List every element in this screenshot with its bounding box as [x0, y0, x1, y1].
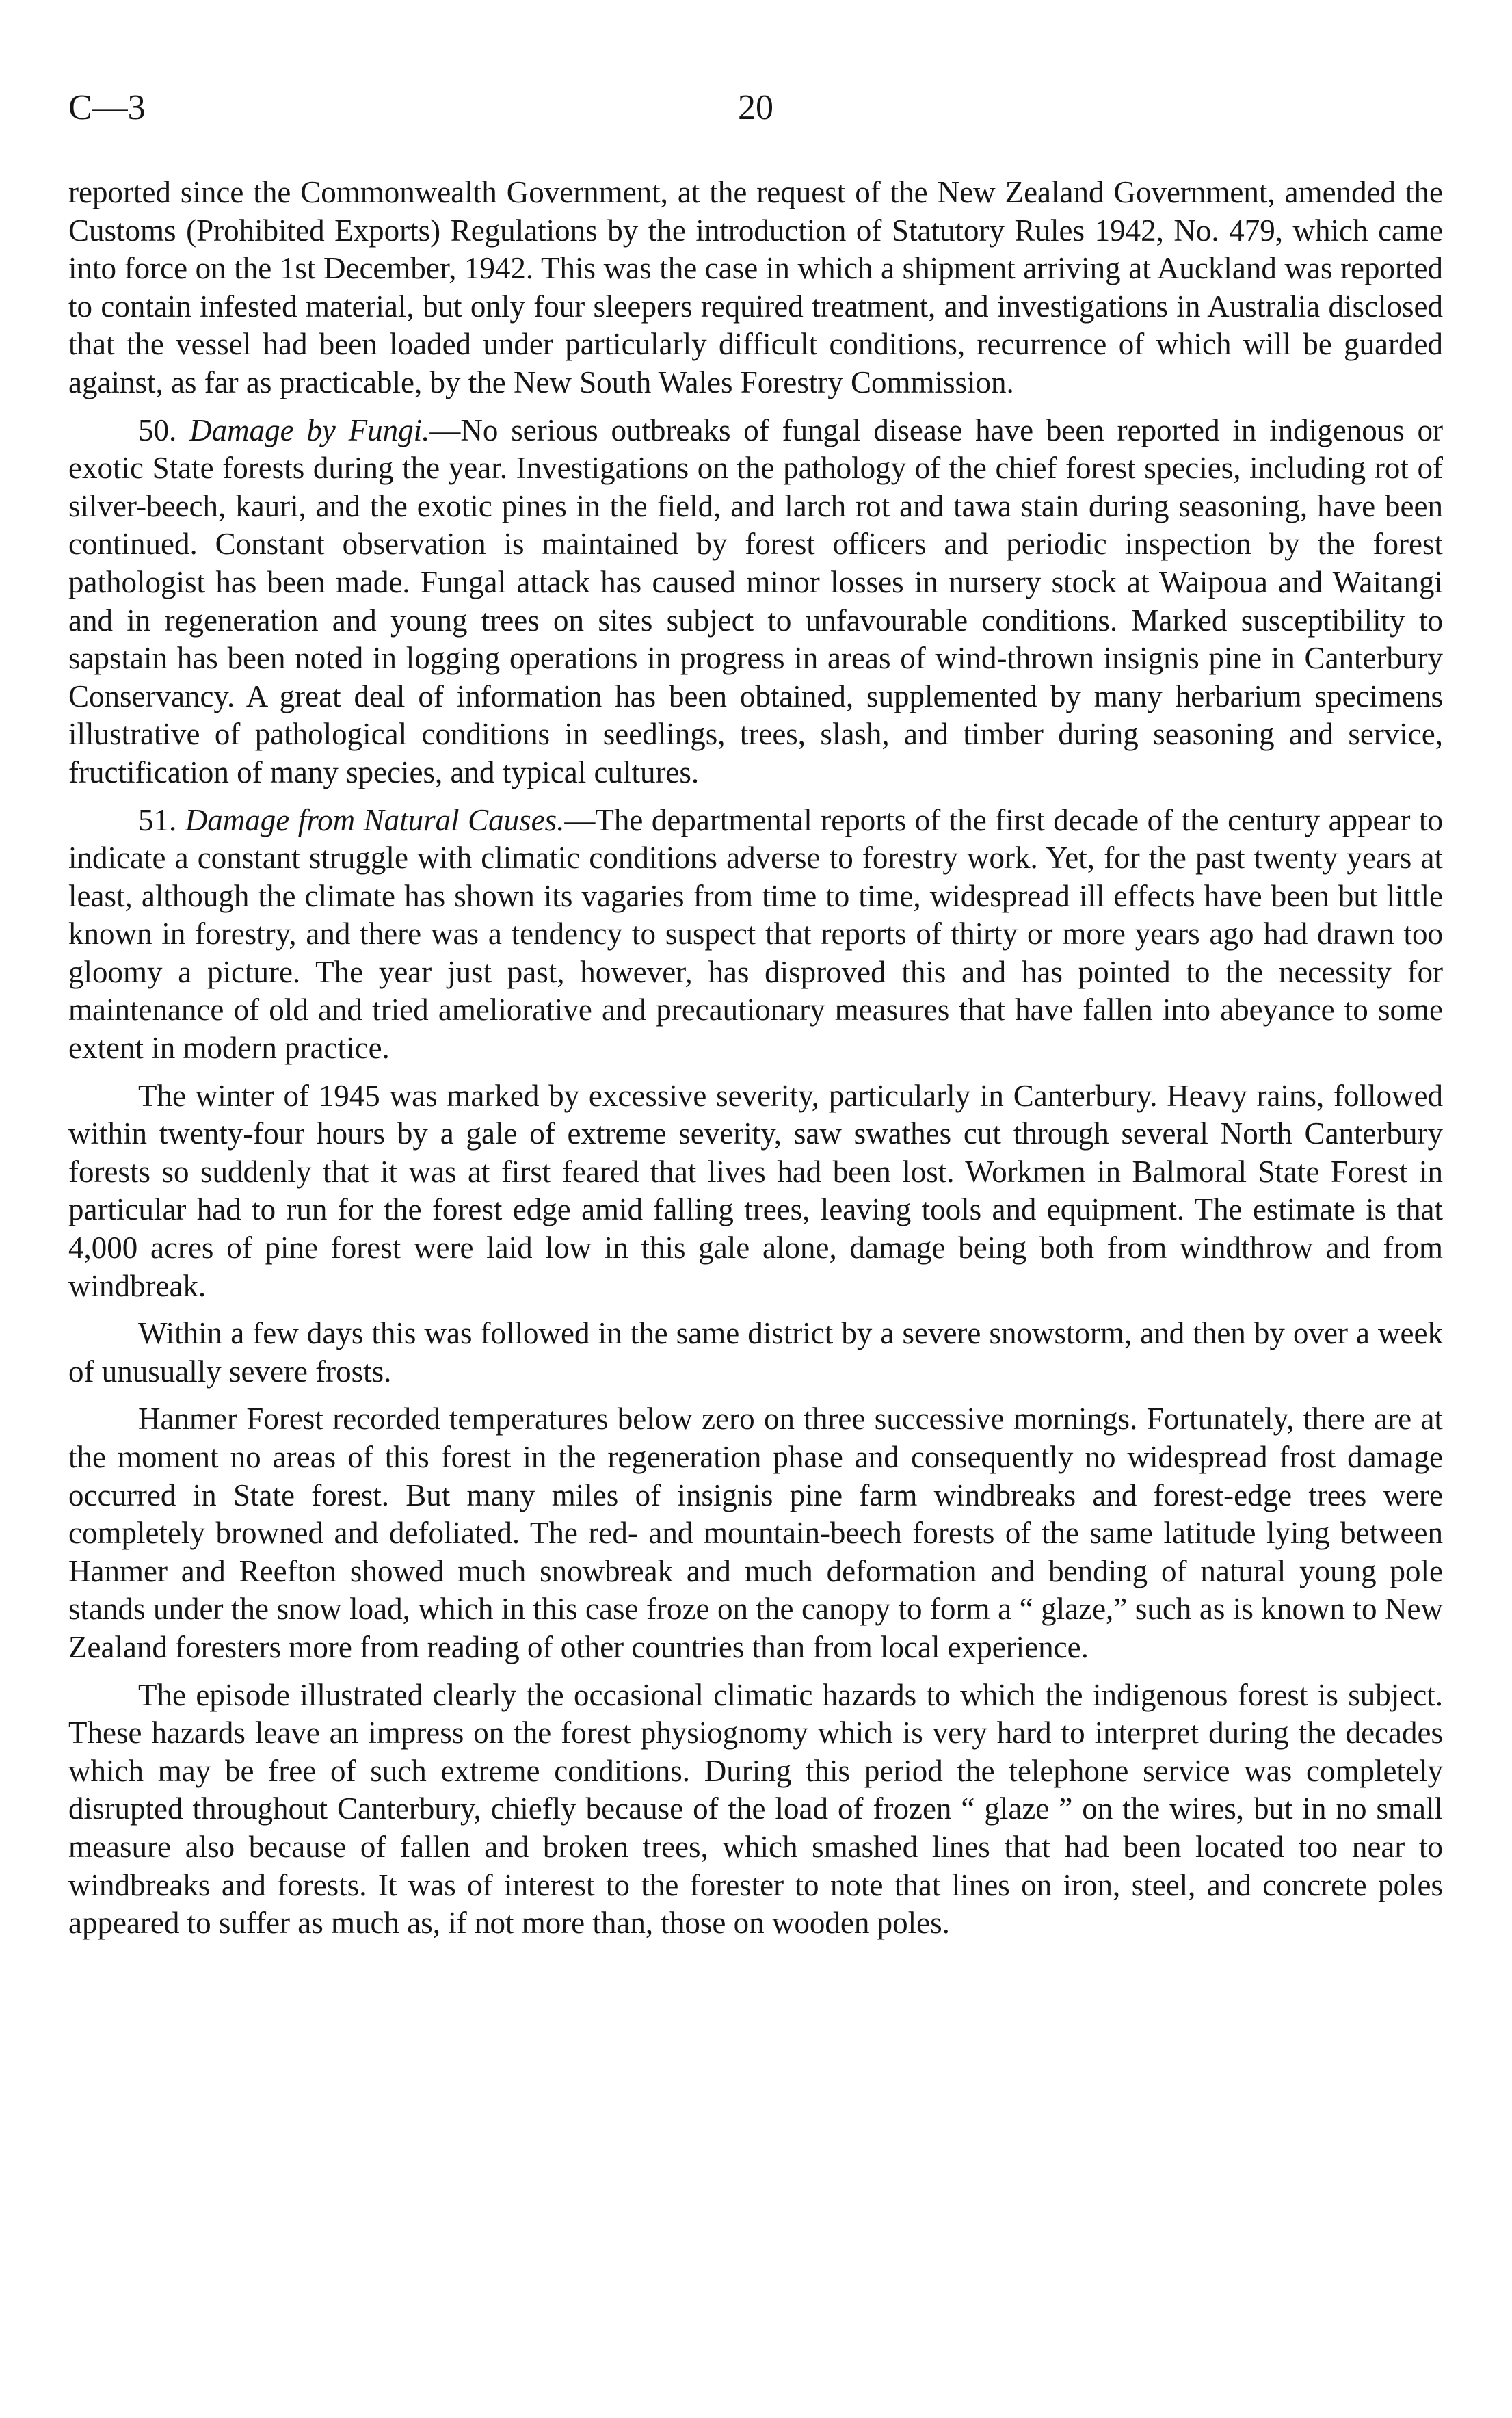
- body-text: [68, 174, 1443, 1952]
- section-number: 50.: [138, 412, 190, 447]
- page-header: [68, 88, 1443, 142]
- paragraph-climatic-hazards: [68, 1677, 1443, 1943]
- paragraph-snowstorm: [68, 1315, 1443, 1391]
- paragraph-winter-1945: [68, 1077, 1443, 1306]
- section-heading: Damage from Natural Causes.: [185, 802, 565, 837]
- page-number: 20: [738, 88, 773, 127]
- paragraph-text: The episode illustrated clearly the occasional climatic hazards to which the indigenous forest is subject. These hazards leave an impress on the forest physiognomy which is very hard to interpret during the decades which may be free of such extreme conditions. During this period the telephone service was completely disrupted throughout Canterbury, chiefly because of the load of frozen “ glaze ” on the wires, but in no small measure also because of fallen and broken trees, which smashed lines that had been located too near to windbreaks and forests. It was of interest to the forester to note that lines on iron, steel, and concrete poles appeared to suffer as much as, if not more than, those on wooden poles.: [68, 1677, 1443, 1941]
- document-code: C—3: [68, 88, 146, 127]
- paragraph-text: Hanmer Forest recorded temperatures below zero on three successive mornings. Fortunately, there are at the moment no areas of this forest in the regeneration phase and consequently no widespread frost damage occurred in State forest. But many miles of insignis pine farm windbreaks and forest-edge trees were completely browned and defoliated. The red- and mountain-beech forests of the same latitude lying between Hanmer and Reefton showed much snowbreak and much deformation and bending of natural young pole stands under the snow load, which in this case froze on the canopy to form a “ glaze,” such as is known to New Zealand foresters more from reading of other countries than from local experience.: [68, 1402, 1443, 1664]
- paragraph-damage-by-fungi: [68, 412, 1443, 792]
- paragraph-text: Within a few days this was followed in the same district by a severe snowstorm, and then by over a week of unusually severe frosts.: [68, 1316, 1443, 1389]
- section-number: 51.: [138, 802, 185, 837]
- paragraph-text: reported since the Commonwealth Government, at the request of the New Zealand Government, amended the Customs (Prohibited Exports) Regulations by the introduction of Statutory Rules 1942, No. 479, which came into force on the 1st December, 1942. This was the case in which a shipment arriving at Auckland was reported to contain infested material, but only four sleepers required treatment, and investigations in Australia disclosed that the vessel had been loaded under particularly difficult conditions, recurrence of which will be guarded against, as far as practicable, by the New South Wales Forestry Commission.: [68, 175, 1443, 399]
- paragraph-text: The winter of 1945 was marked by excessive severity, particularly in Canterbury. Heavy rains, followed within twenty-four hours by a gale of extreme severity, saw swathes cut through several North Canterbury forests so suddenly that it was at first feared that lives had been lost. Workmen in Balmoral State Forest in particular had to run for the forest edge amid falling trees, leaving tools and equipment. The estimate is that 4,000 acres of pine forest were laid low in this gale alone, damage being both from windthrow and from windbreak.: [68, 1078, 1443, 1303]
- paragraph-text: —No serious outbreaks of fungal disease have been reported in indigenous or exotic State forests during the year. Investigations on the pathology of the chief forest species, including rot of silver-beech, kauri, and the exotic pines in the field, and larch rot and tawa stain during seasoning, have been continued. Constant observation is maintained by forest officers and periodic inspection by the forest pathologist has been made. Fungal attack has caused minor losses in nursery stock at Waipoua and Waitangi and in regeneration and young trees on sites subject to unfavourable conditions. Marked susceptibility to sapstain has been noted in logging operations in progress in areas of wind-thrown insignis pine in Canterbury Conservancy. A great deal of information has been obtained, supplemented by many herbarium specimens illustrative of pathological conditions in seedlings, trees, slash, and timber during seasoning and service, fructification of many species, and typical cultures.: [68, 412, 1444, 789]
- paragraph-hanmer-forest: [68, 1400, 1443, 1666]
- paragraph-text: —The departmental reports of the first decade of the century appear to indicate a constant struggle with climatic conditions adverse to forestry work. Yet, for the past twenty years at least, although the climate has shown its vagaries from time to time, widespread ill effects have been but little known in forestry, and there was a tendency to suspect that reports of thirty or more years ago had drawn too gloomy a picture. The year just past, however, has disproved this and has pointed to the necessity for maintenance of old and tried ameliorative and precautionary measures that have fallen into abeyance to some extent in modern practice.: [68, 802, 1444, 1066]
- paragraph-damage-from-natural-causes: [68, 802, 1443, 1068]
- paragraph-continued: [68, 174, 1443, 402]
- section-heading: Damage by Fungi.: [189, 412, 430, 447]
